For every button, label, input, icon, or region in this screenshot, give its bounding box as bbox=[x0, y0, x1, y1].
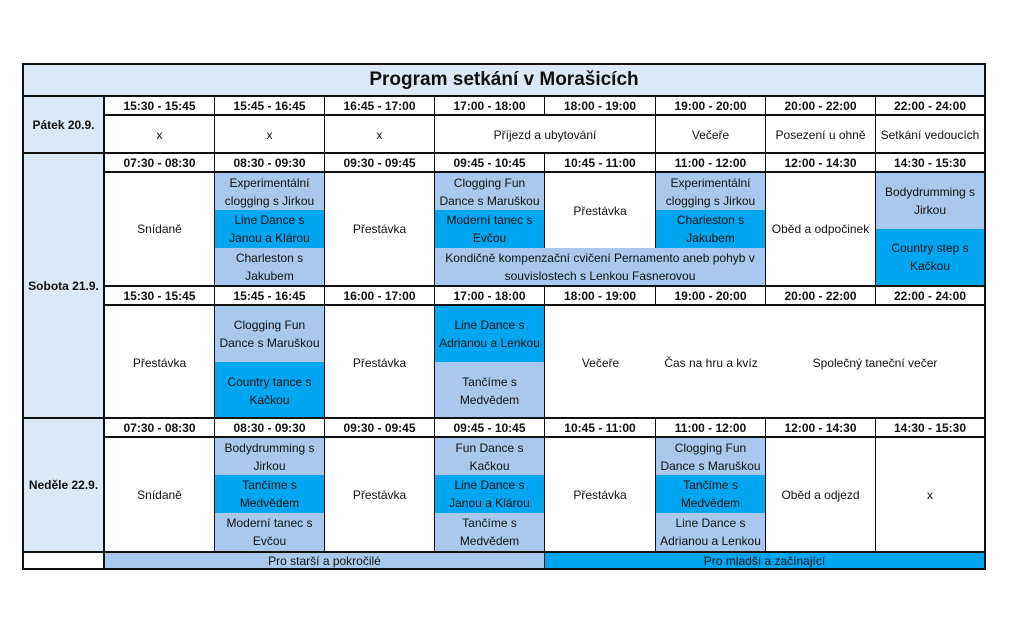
time-header: 20:00 - 22:00 bbox=[766, 287, 876, 306]
workshop-advanced: Charleston s Jakubem bbox=[215, 248, 325, 285]
time-header: 14:30 - 15:30 bbox=[876, 154, 984, 173]
schedule-cell: x bbox=[105, 116, 215, 154]
workshop-advanced: Experimentální clogging s Jirkou bbox=[656, 173, 766, 210]
workshop-advanced: Kondičně kompenzační cvičení Pernamento aneb pohyb v souvislostech s Lenkou Fasnerovou bbox=[435, 248, 766, 285]
schedule-cell: Snídaně bbox=[105, 438, 215, 551]
schedule-cell: Společný taneční večer bbox=[812, 355, 938, 370]
workshop-advanced: Clogging Fun Dance s Maruškou bbox=[215, 306, 325, 362]
workshop-advanced: Clogging Fun Dance s Maruškou bbox=[435, 173, 545, 210]
time-header: 11:00 - 12:00 bbox=[656, 419, 766, 438]
time-header: 09:45 - 10:45 bbox=[435, 419, 545, 438]
time-header: 15:45 - 16:45 bbox=[215, 97, 325, 116]
schedule-cell: x bbox=[927, 487, 933, 502]
page-title: Program setkání v Morašicích bbox=[24, 65, 984, 97]
time-header: 18:00 - 19:00 bbox=[545, 287, 656, 306]
time-header: 17:00 - 18:00 bbox=[435, 97, 545, 116]
workshop-advanced: Experimentální clogging s Jirkou bbox=[215, 173, 325, 210]
time-header: 20:00 - 22:00 bbox=[766, 97, 876, 116]
workshop-beginners: Tančíme s Medvědem bbox=[656, 475, 766, 513]
time-header: 19:00 - 20:00 bbox=[656, 97, 766, 116]
time-header: 09:30 - 09:45 bbox=[325, 154, 435, 173]
schedule-cell: Večeře bbox=[656, 116, 766, 154]
workshop-beginners: Charleston s Jakubem bbox=[656, 210, 766, 248]
time-header: 15:30 - 15:45 bbox=[105, 287, 215, 306]
time-header: 18:00 - 19:00 bbox=[545, 97, 656, 116]
day-label-saturday: Sobota 21.9. bbox=[24, 154, 105, 419]
time-header: 15:45 - 16:45 bbox=[215, 287, 325, 306]
schedule-cell: x bbox=[325, 116, 435, 154]
schedule-cell: Přestávka bbox=[545, 173, 656, 248]
workshop-advanced: Clogging Fun Dance s Maruškou bbox=[656, 438, 766, 475]
time-header: 07:30 - 08:30 bbox=[105, 419, 215, 438]
time-header: 15:30 - 15:45 bbox=[105, 97, 215, 116]
time-header: 08:30 - 09:30 bbox=[215, 154, 325, 173]
schedule-table bbox=[22, 63, 986, 570]
time-header: 11:00 - 12:00 bbox=[656, 154, 766, 173]
time-header: 16:45 - 17:00 bbox=[325, 97, 435, 116]
schedule-cell: Přestávka bbox=[325, 306, 435, 419]
time-header: 16:00 - 17:00 bbox=[325, 287, 435, 306]
schedule-cell: Snídaně bbox=[105, 173, 215, 285]
schedule-cell: Čas na hru a kvíz bbox=[664, 355, 758, 370]
time-header: 09:30 - 09:45 bbox=[325, 419, 435, 438]
workshop-beginners: Tančíme s Medvědem bbox=[215, 475, 325, 513]
time-header: 12:00 - 14:30 bbox=[766, 154, 876, 173]
workshop-beginners: Line Dance s Janou a Klárou bbox=[215, 210, 325, 248]
workshop-beginners: Country tance s Kačkou bbox=[215, 362, 325, 419]
time-header: 17:00 - 18:00 bbox=[435, 287, 545, 306]
schedule-cell: Setkání vedoucích bbox=[880, 128, 980, 142]
day-label-friday: Pátek 20.9. bbox=[24, 97, 105, 154]
schedule-cell: Přestávka bbox=[325, 173, 435, 285]
time-header: 07:30 - 08:30 bbox=[105, 154, 215, 173]
workshop-advanced: Tančíme s Medvědem bbox=[435, 513, 545, 551]
schedule-cell: Oběd a odpočinek bbox=[766, 173, 876, 285]
schedule-cell: Oběd a odjezd bbox=[766, 438, 876, 551]
workshop-advanced: Moderní tanec s Evčou bbox=[215, 513, 325, 551]
legend-advanced: Pro starší a pokročilé bbox=[105, 551, 545, 568]
legend-beginners: Pro mladší a začínající bbox=[545, 551, 984, 568]
time-header: 10:45 - 11:00 bbox=[545, 154, 656, 173]
schedule-cell: Posezení u ohně bbox=[766, 116, 876, 154]
time-header: 14:30 - 15:30 bbox=[876, 419, 984, 438]
workshop-advanced: Tančíme s Medvědem bbox=[435, 362, 545, 419]
time-header: 22:00 - 24:00 bbox=[876, 287, 984, 306]
schedule-cell: Přestávka bbox=[545, 438, 656, 551]
workshop-advanced: Bodydrumming s Jirkou bbox=[215, 438, 325, 475]
time-header: 19:00 - 20:00 bbox=[656, 287, 766, 306]
schedule-cell: Příjezd a ubytování bbox=[435, 116, 656, 154]
time-header: 22:00 - 24:00 bbox=[876, 97, 984, 116]
schedule-cell: Přestávka bbox=[105, 306, 215, 419]
day-label-sunday: Neděle 22.9. bbox=[24, 419, 105, 551]
workshop-beginners: Line Dance s Janou a Klárou bbox=[435, 475, 545, 513]
workshop-advanced: Fun Dance s Kačkou bbox=[435, 438, 545, 475]
workshop-beginners: Country step s Kačkou bbox=[876, 229, 984, 285]
workshop-beginners: Line Dance s Adrianou a Lenkou bbox=[435, 306, 545, 362]
time-header: 10:45 - 11:00 bbox=[545, 419, 656, 438]
legend-spacer bbox=[24, 551, 105, 568]
time-header: 12:00 - 14:30 bbox=[766, 419, 876, 438]
schedule-cell: Večeře bbox=[581, 355, 620, 370]
workshop-advanced: Bodydrumming s Jirkou bbox=[876, 173, 984, 229]
workshop-advanced: Line Dance s Adrianou a Lenkou bbox=[656, 513, 766, 551]
time-header: 09:45 - 10:45 bbox=[435, 154, 545, 173]
schedule-cell: Přestávka bbox=[325, 438, 435, 551]
workshop-beginners: Moderní tanec s Evčou bbox=[435, 210, 545, 248]
time-header: 08:30 - 09:30 bbox=[215, 419, 325, 438]
schedule-cell: x bbox=[215, 116, 325, 154]
